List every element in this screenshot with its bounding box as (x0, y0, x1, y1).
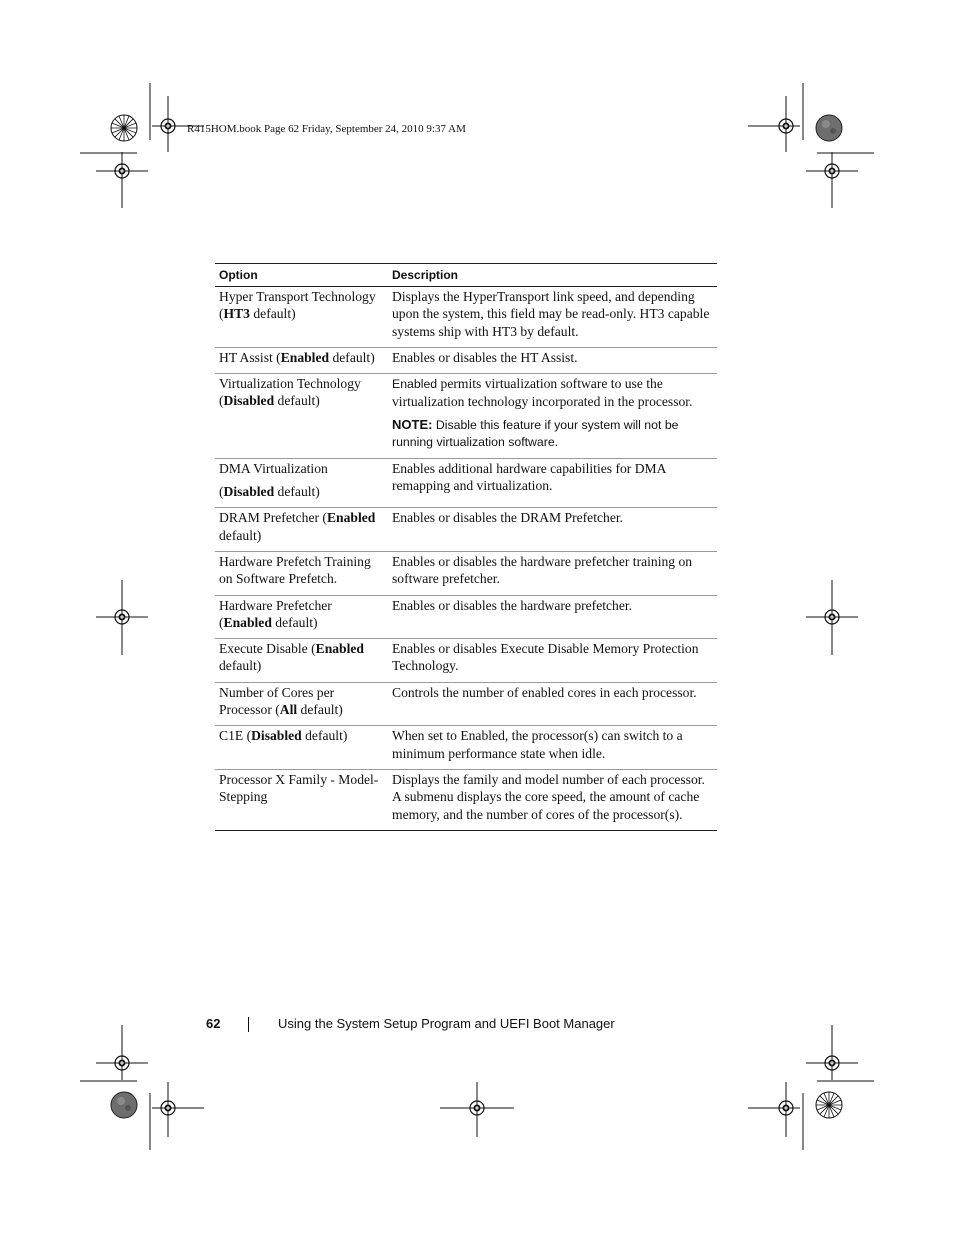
column-header-option: Option (215, 264, 388, 287)
option-cell: DMA Virtualization (Disabled default) (215, 458, 388, 508)
option-cell: HT Assist (Enabled default) (215, 347, 388, 373)
registration-disc-icon (816, 115, 842, 141)
note-label: NOTE: (392, 416, 433, 432)
description-cell: Enables or disables the hardware prefetcher training on software prefetcher. (388, 551, 717, 595)
table-row (215, 347, 717, 373)
table-row (215, 551, 717, 595)
description-cell: Enables or disables Execute Disable Memory Protection Technology. (388, 639, 717, 683)
registration-wheel-icon (816, 1092, 842, 1118)
option-cell: Hardware Prefetcher (Enabled default) (215, 595, 388, 639)
table-row (215, 458, 717, 508)
option-cell: Virtualization Technology (Disabled default) (215, 374, 388, 459)
option-cell: C1E (Disabled default) (215, 726, 388, 770)
description-cell: Enables or disables the HT Assist. (388, 347, 717, 373)
table-row (215, 595, 717, 639)
option-cell: DRAM Prefetcher (Enabled default) (215, 508, 388, 552)
table-row (215, 374, 717, 459)
book-info-slug: R415HOM.book Page 62 Friday, September 24, 2010 9:37 AM (187, 123, 466, 135)
description-cell: Enabled permits virtualization software to use the virtualization technology incorporated in the processor. NOTE: Disable this feature if your system will not be running virtualization software. (388, 374, 717, 459)
description-cell: Enables or disables the hardware prefetcher. (388, 595, 717, 639)
page-number: 62 (206, 1016, 221, 1031)
table-row (215, 508, 717, 552)
option-cell: Hardware Prefetch Training on Software Prefetch. (215, 551, 388, 595)
option-cell: Execute Disable (Enabled default) (215, 639, 388, 683)
registration-disc-icon (111, 1092, 137, 1118)
option-cell: Hyper Transport Technology (HT3 default) (215, 287, 388, 348)
description-cell: Enables additional hardware capabilities for DMA remapping and virtualization. (388, 458, 717, 508)
option-cell: Number of Cores per Processor (All default) (215, 682, 388, 726)
table-row (215, 769, 717, 830)
registration-wheel-icon (111, 115, 137, 141)
table-row (215, 682, 717, 726)
description-cell: Controls the number of enabled cores in each processor. (388, 682, 717, 726)
table-row (215, 726, 717, 770)
footer-divider (248, 1017, 249, 1032)
table-row (215, 287, 717, 348)
note-block: NOTE: Disable this feature if your system will not be running virtualization software. (392, 416, 679, 449)
description-cell: When set to Enabled, the processor(s) can switch to a minimum performance state when idle. (388, 726, 717, 770)
option-cell: Processor X Family - Model-Stepping (215, 769, 388, 830)
column-header-description: Description (388, 264, 717, 287)
processor-settings-table (215, 263, 717, 831)
description-cell: Displays the family and model number of each processor. A submenu displays the core speed, the amount of cache memory, and the number of cores of the processor(s). (388, 769, 717, 830)
description-cell: Enables or disables the DRAM Prefetcher. (388, 508, 717, 552)
table-header-row (215, 264, 717, 287)
description-cell: Displays the HyperTransport link speed, and depending upon the system, this field may be read-only. HT3 capable systems ship with HT3 by default. (388, 287, 717, 348)
chapter-title: Using the System Setup Program and UEFI Boot Manager (278, 1016, 615, 1031)
table-row (215, 639, 717, 683)
